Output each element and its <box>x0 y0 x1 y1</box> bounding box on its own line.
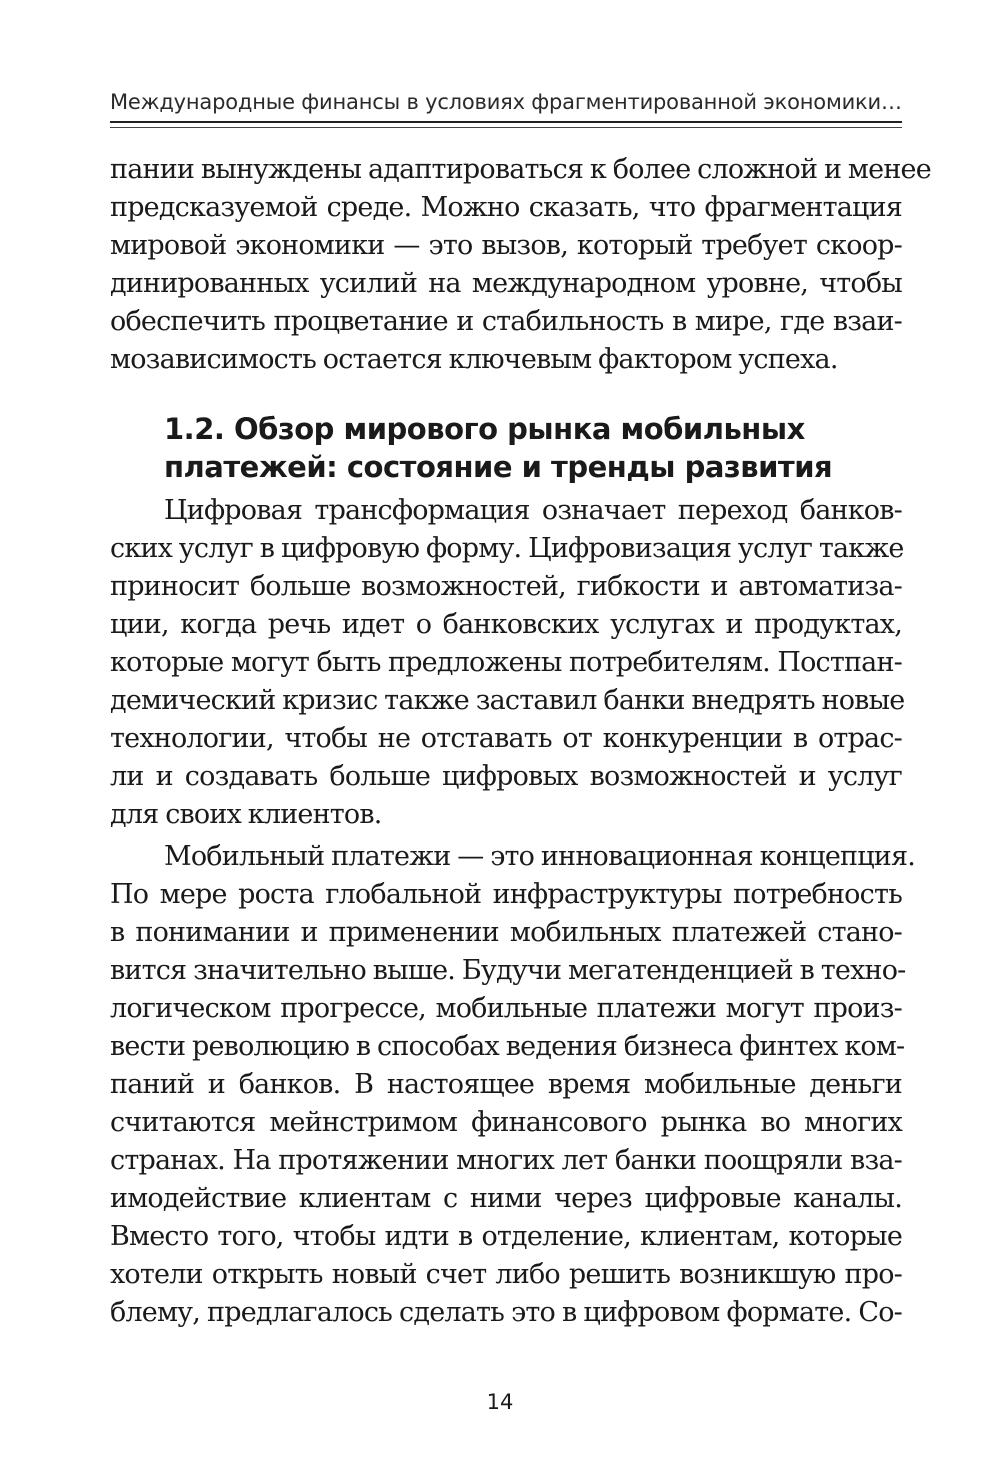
text-line: технологии, чтобы не отставать от конкуренции в отрас- <box>110 723 902 754</box>
text-line: демический кризис также заставил банки внедрять новые <box>110 685 905 716</box>
running-head: Международные финансы в условиях фрагментированной экономики… <box>110 90 902 114</box>
text-line: которые могут быть предложены потребителям. Постпан- <box>110 647 902 678</box>
section-heading-line: платежей: состояние и тренды развития <box>164 450 833 484</box>
text-line: паний и банков. В настоящее время мобильные деньги <box>110 1069 902 1100</box>
text-line: По мере роста глобальной инфраструктуры потребность <box>110 879 902 910</box>
page-number: 14 <box>486 1390 514 1414</box>
text-line: пании вынуждены адаптироваться к более сложной и менее <box>110 154 931 185</box>
text-line: предсказуемой среде. Можно сказать, что фрагментация <box>110 192 902 223</box>
text-line: вится значительно выше. Будучи мегатенденцией в техно- <box>110 955 906 986</box>
text-line: Вместо того, чтобы идти в отделение, клиентам, которые <box>110 1221 902 1252</box>
text-line: для своих клиентов. <box>110 799 382 830</box>
header-rule-top <box>110 121 902 123</box>
header-rule-bottom <box>110 127 902 128</box>
text-line: хотели открыть новый счет либо решить возникшую про- <box>110 1259 902 1290</box>
section-heading-line: 1.2. Обзор мирового рынка мобильных <box>164 412 805 446</box>
text-line: странах. На протяжении многих лет банки поощряли вза- <box>110 1145 902 1176</box>
text-line: имодействие клиентам с ними через цифровые каналы. <box>110 1183 902 1214</box>
text-line: логическом прогрессе, мобильные платежи могут произ- <box>110 993 902 1024</box>
text-line: Мобильный платежи — это инновационная концепция. <box>164 841 916 872</box>
text-line: блему, предлагалось сделать это в цифровом формате. Со- <box>110 1297 902 1328</box>
text-line: мозависимость остается ключевым фактором успеха. <box>110 344 838 375</box>
text-line: считаются мейнстримом финансового рынка во многих <box>110 1107 902 1138</box>
text-line: ции, когда речь идет о банковских услугах и продуктах, <box>110 609 902 640</box>
text-line: Цифровая трансформация означает переход банков- <box>164 495 902 526</box>
text-line: ских услуг в цифровую форму. Цифровизация услуг также <box>110 533 904 564</box>
text-line: мировой экономики — это вызов, который требует скоор- <box>110 230 902 261</box>
text-line: в понимании и применении мобильных платежей стано- <box>110 917 902 948</box>
text-line: обеспечить процветание и стабильность в мире, где взаи- <box>110 306 902 337</box>
text-line: вести революцию в способах ведения бизнеса финтех ком- <box>110 1031 905 1062</box>
text-line: ли и создавать больше цифровых возможностей и услуг <box>110 761 902 792</box>
text-line: динированных усилий на международном уровне, чтобы <box>110 268 902 299</box>
text-line: приносит больше возможностей, гибкости и автоматиза- <box>110 571 902 602</box>
